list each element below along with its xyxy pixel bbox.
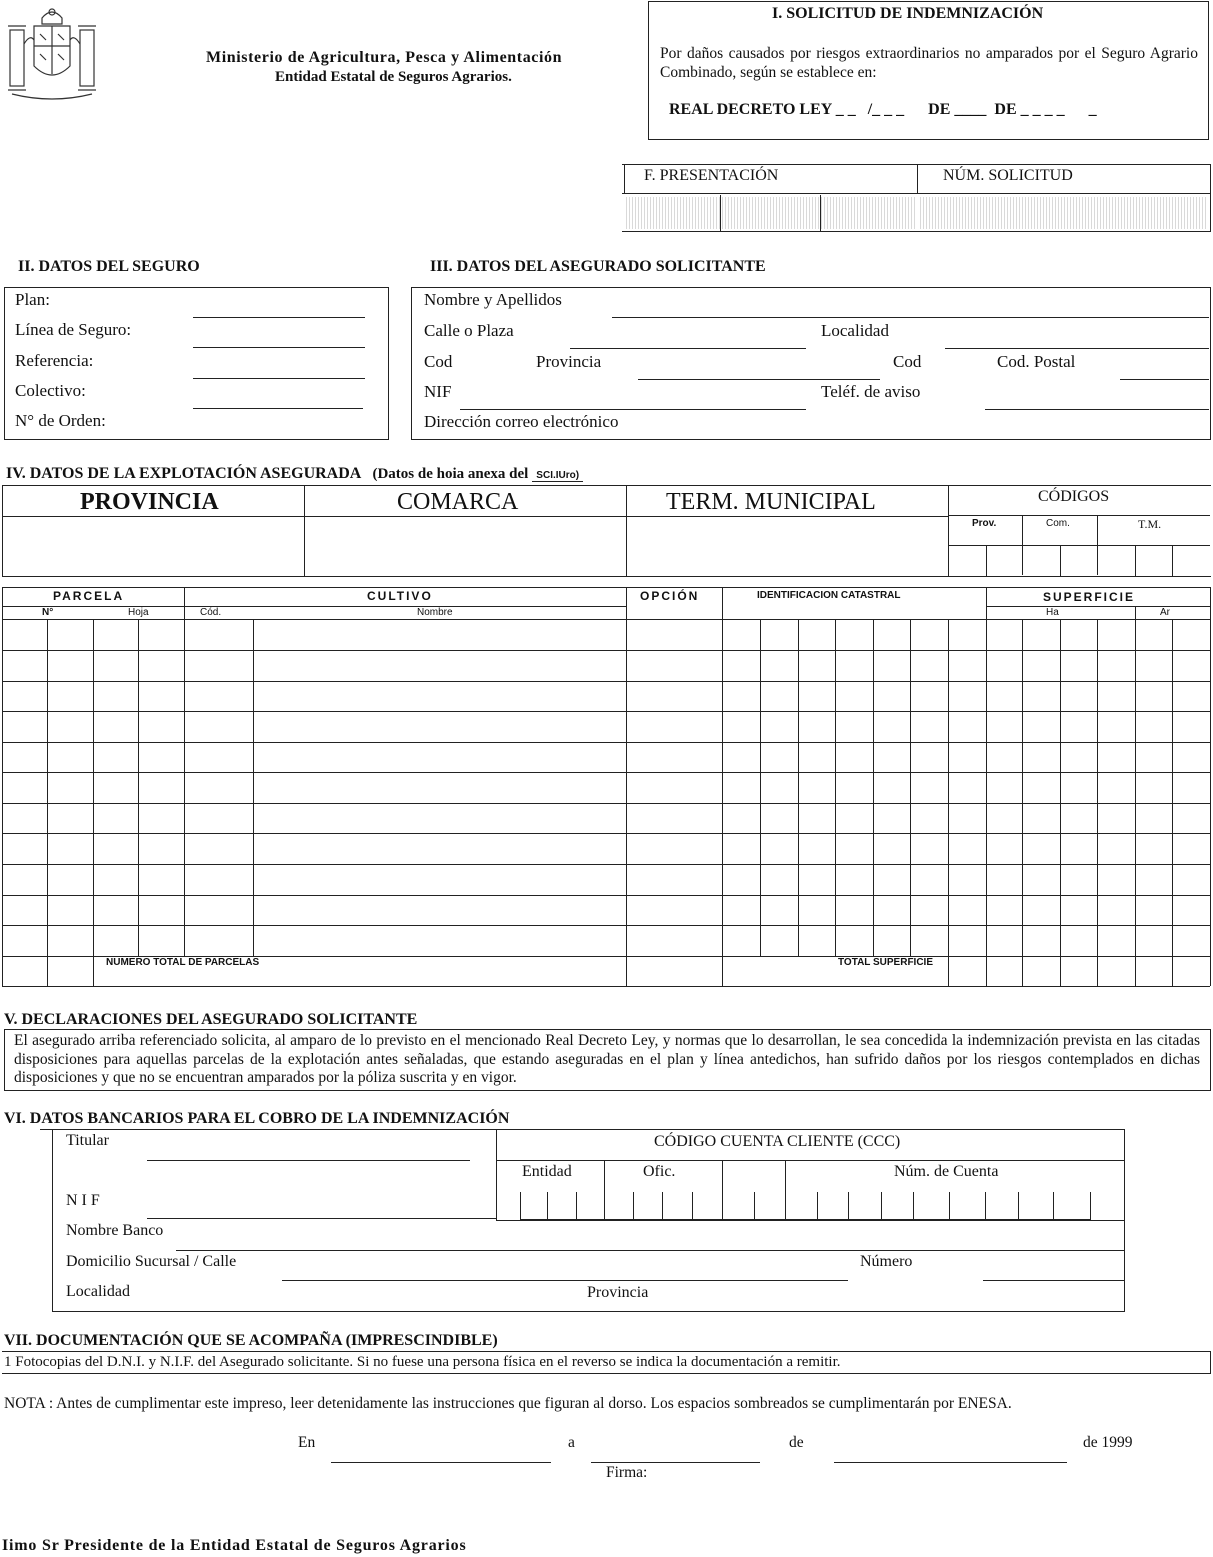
field-orden: N° de Orden: xyxy=(15,411,106,430)
header-cultivo: CULTIVO xyxy=(367,589,433,603)
label-calle: Calle o Plaza xyxy=(424,321,514,340)
label-email: Dirección correo electrónico xyxy=(424,412,619,431)
label-localidad-bank: Localidad xyxy=(66,1283,130,1300)
section-1-box xyxy=(648,1,1209,140)
field-plan: Plan: xyxy=(15,290,50,309)
section-5-title: V. DECLARACIONES DEL ASEGURADO SOLICITANTE xyxy=(4,1011,418,1028)
footer-addressee: Iimo Sr Presidente de la Entidad Estatal de Seguros Agrarios xyxy=(2,1537,467,1554)
label-localidad: Localidad xyxy=(821,321,889,340)
section-7-text: 1 Fotocopias del D.N.I. y N.I.F. del Asegurado solicitante. Si no fuese una persona física en el reverso se indica la documentación a remitir. xyxy=(4,1354,841,1370)
numero-input[interactable] xyxy=(983,1280,1124,1281)
referencia-input[interactable] xyxy=(193,378,365,379)
label-a: a xyxy=(568,1434,575,1451)
label-en: En xyxy=(298,1434,316,1451)
domicilio-input[interactable] xyxy=(282,1280,848,1281)
header-prov: Prov. xyxy=(972,518,997,529)
section-4-subtitle-tail: SCI.IUro) xyxy=(532,470,583,482)
header-n: N° xyxy=(42,607,54,618)
label-cod-2: Cod xyxy=(893,352,922,371)
decree-line: REAL DECRETO LEY _ _ /_ _ _ DE ____ DE _ _ _ _ _ xyxy=(669,101,1097,118)
header-codigos: CÓDIGOS xyxy=(1038,488,1110,505)
field-referencia: Referencia: xyxy=(15,351,94,370)
de-input[interactable] xyxy=(834,1462,1067,1463)
label-ofic: Ofic. xyxy=(643,1163,676,1180)
nombre-input[interactable] xyxy=(612,317,1209,318)
label-titular: Titular xyxy=(66,1132,109,1149)
coat-of-arms-icon xyxy=(4,4,100,102)
section-7-title: VII. DOCUMENTACIÓN QUE SE ACOMPAÑA (IMPRESCINDIBLE) xyxy=(4,1332,498,1349)
label-num-cuenta: Núm. de Cuenta xyxy=(894,1163,999,1180)
linea-input[interactable] xyxy=(193,347,365,348)
section-3-title: III. DATOS DEL ASEGURADO SOLICITANTE xyxy=(430,258,766,275)
header-superficie: SUPERFICIE xyxy=(1043,590,1136,604)
label-de: de xyxy=(789,1434,804,1451)
section-1-text: Por daños causados por riesgos extraordinarios no amparados por el Seguro Agrario Combinado, según se establece en: xyxy=(660,45,1198,81)
colectivo-input[interactable] xyxy=(193,408,363,409)
header-comarca: COMARCA xyxy=(397,489,519,515)
header-opcion: OPCIÓN xyxy=(640,589,700,603)
field-colectivo: Colectivo: xyxy=(15,381,86,400)
localidad-input[interactable] xyxy=(945,348,1209,349)
en-input[interactable] xyxy=(331,1462,551,1463)
section-4-title xyxy=(6,466,583,482)
total-parcelas-label: NUMERO TOTAL DE PARCELAS xyxy=(106,957,260,968)
label-numero: Número xyxy=(860,1253,913,1270)
total-superficie-label: TOTAL SUPERFICIE xyxy=(838,957,934,968)
titular-input[interactable] xyxy=(147,1160,470,1161)
label-cod-postal: Cod. Postal xyxy=(997,352,1076,371)
header-ar: Ar xyxy=(1160,607,1170,618)
label-firma: Firma: xyxy=(606,1464,648,1481)
cod-postal-input[interactable] xyxy=(1120,379,1209,380)
label-nombre: Nombre y Apellidos xyxy=(424,290,562,309)
header-tm: T.M. xyxy=(1138,517,1162,531)
section-1-title: I. SOLICITUD DE INDEMNIZACIÓN xyxy=(772,5,1044,22)
banco-input[interactable] xyxy=(176,1250,1124,1251)
label-banco: Nombre Banco xyxy=(66,1222,164,1239)
shaded-date-field xyxy=(626,197,916,229)
provincia-input[interactable] xyxy=(638,379,880,380)
shaded-number-field xyxy=(920,197,1208,229)
header-provincia: PROVINCIA xyxy=(80,489,219,515)
application-number-label: NÚM. SOLICITUD xyxy=(943,167,1073,184)
label-cod-1: Cod xyxy=(424,352,453,371)
label-year: de 1999 xyxy=(1083,1434,1133,1451)
nif-bank-input[interactable] xyxy=(147,1218,496,1219)
label-nif-bank: N I F xyxy=(66,1192,100,1209)
ministry-name: Ministerio de Agricultura, Pesca y Alimentación xyxy=(206,49,563,66)
label-nif: NIF xyxy=(424,382,452,401)
header-com: Com. xyxy=(1046,518,1070,529)
label-provincia-bank: Provincia xyxy=(587,1284,649,1301)
label-domicilio: Domicilio Sucursal / Calle xyxy=(66,1253,237,1270)
section-4-title-text: IV. DATOS DE LA EXPLOTACIÓN ASEGURADA xyxy=(6,465,361,482)
header-ha: Ha xyxy=(1046,607,1059,618)
telefono-input[interactable] xyxy=(985,409,1209,410)
ccc-title: CÓDIGO CUENTA CLIENTE (CCC) xyxy=(654,1133,901,1150)
section-5-text: El asegurado arriba referenciado solicita, al amparo de lo previsto en el mencionado Real Decreto Ley, y normas que lo desarrollan, le sea concedida la indemnización prevista en las citadas disposiciones para aquellas parcelas de la explotación antes señaladas, que estando aseguradas en el plan y línea antedichos, han sufrido daños por los riesgos contemplados en dichas disposiciones y que no se encuentran amparados por la póliza suscrita y en vigor. xyxy=(14,1032,1200,1086)
label-provincia: Provincia xyxy=(536,352,602,371)
header-parcela: PARCELA xyxy=(53,589,125,603)
presentation-date-label: F. PRESENTACIÓN xyxy=(644,167,779,184)
label-entidad: Entidad xyxy=(522,1163,572,1180)
section-2-title: II. DATOS DEL SEGURO xyxy=(18,258,200,275)
header-term-municipal: TERM. MUNICIPAL xyxy=(666,489,876,515)
section-6-title: VI. DATOS BANCARIOS PARA EL COBRO DE LA INDEMNIZACIÓN xyxy=(4,1110,510,1127)
header-hoja: Hoja xyxy=(128,607,149,618)
field-linea: Línea de Seguro: xyxy=(15,320,132,339)
a-input[interactable] xyxy=(591,1462,760,1463)
header-cod: Cód. xyxy=(200,607,222,618)
plan-input[interactable] xyxy=(193,317,365,318)
header-nombre: Nombre xyxy=(417,607,453,618)
nif-input[interactable] xyxy=(460,409,806,410)
label-telefono: Teléf. de aviso xyxy=(821,382,921,401)
nota-text: NOTA : Antes de cumplimentar este impreso, leer detenidamente las instrucciones que figuran al dorso. Los espacios sombreados se cumplimentarán por ENESA. xyxy=(4,1395,1012,1412)
calle-input[interactable] xyxy=(570,348,806,349)
section-4-subtitle: (Datos de hoia anexa del xyxy=(372,466,529,482)
entity-name: Entidad Estatal de Seguros Agrarios. xyxy=(275,69,512,85)
header-catastral: IDENTIFICACION CATASTRAL xyxy=(757,590,901,601)
